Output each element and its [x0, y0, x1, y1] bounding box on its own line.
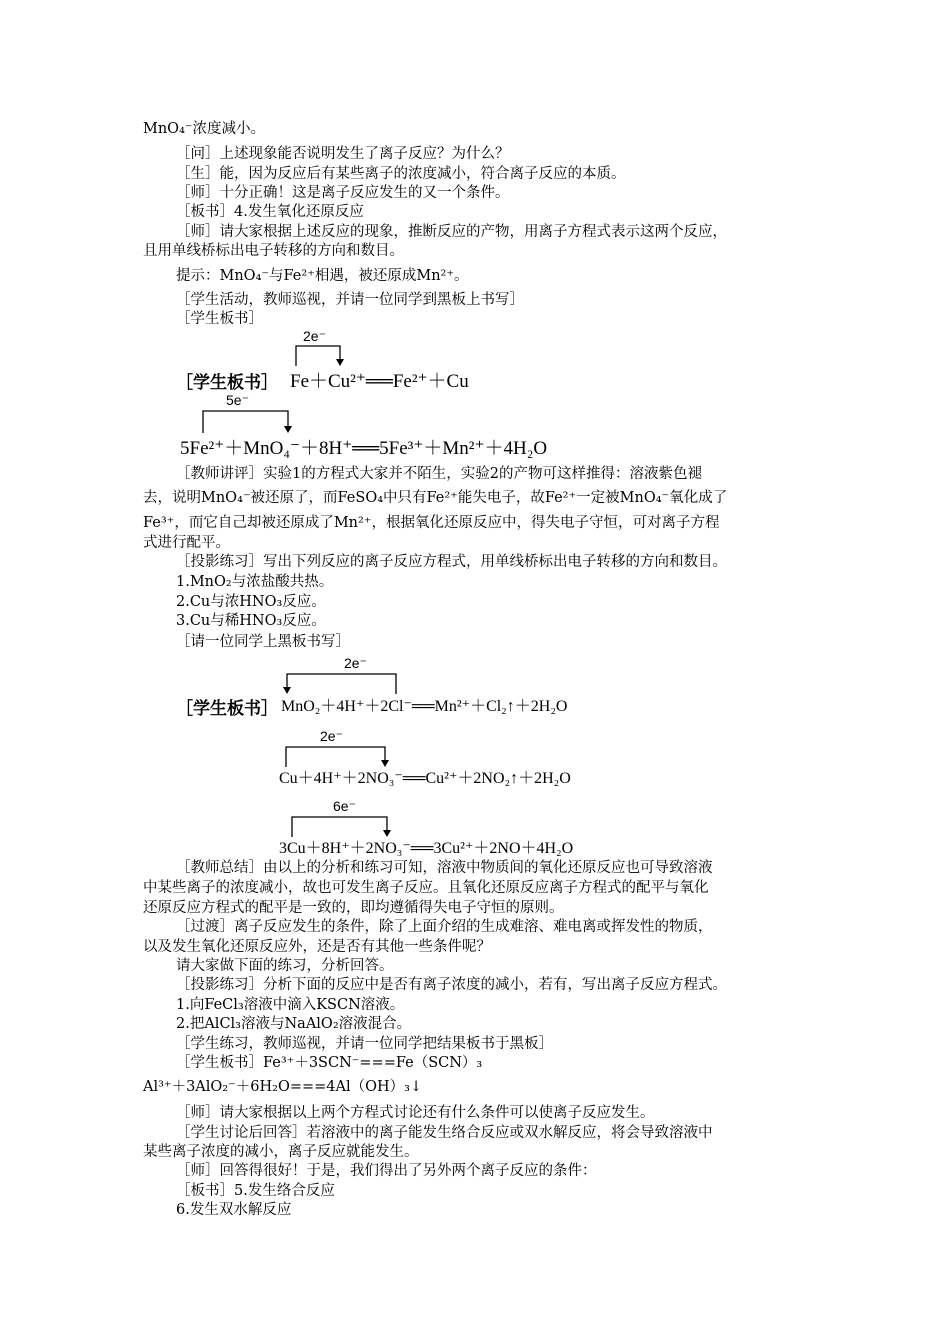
text-line: 中某些离子的浓度减小，故也可发生离子反应。且氧化还原反应离子方程式的配平与氧化 — [143, 880, 709, 896]
board-label: ［学生板书］ — [176, 699, 278, 719]
text-line: ［学生讨论后回答］若溶液中的离子能发生络合反应或双水解反应，将会导致溶液中 — [176, 1125, 713, 1141]
electron-count: 2e⁻ — [320, 728, 343, 744]
text-line: ［学生练习，教师巡视，并请一位同学把结果板书于黑板］ — [176, 1036, 553, 1052]
text-line: 提示：MnO₄⁻与Fe²⁺相遇，被还原成Mn²⁺。 — [176, 268, 469, 284]
text-line: 请大家做下面的练习，分析回答。 — [176, 958, 394, 974]
text-line: 6.发生双水解反应 — [176, 1202, 292, 1218]
text-line: ［师］回答得很好！于是，我们得出了另外两个离子反应的条件： — [176, 1163, 597, 1179]
equation-2: 5Fe²⁺＋MnO₄⁻＋8H⁺══5Fe³⁺＋Mn²⁺＋4H₂O — [180, 438, 548, 459]
equation-3: MnO₂＋4H⁺＋2Cl⁻══Mn²⁺＋Cl₂↑＋2H₂O — [281, 698, 568, 715]
electron-count: 2e⁻ — [303, 328, 326, 344]
text-line: 某些离子浓度的减小，离子反应就能发生。 — [143, 1144, 419, 1160]
text-line: ［请一位同学上黑板书写］ — [176, 634, 350, 650]
transfer-bridge-1 — [295, 345, 355, 367]
text-line: 1.向FeCl₃溶液中滴入KSCN溶液。 — [176, 997, 405, 1013]
text-line: 1.MnO₂与浓盐酸共热。 — [176, 574, 334, 590]
text-line: 且用单线桥标出电子转移的方向和数目。 — [143, 243, 404, 259]
electron-count: 5e⁻ — [226, 392, 249, 408]
text-line: ［学生活动，教师巡视，并请一位同学到黑板上书写］ — [176, 292, 524, 308]
text-line: 以及发生氧化还原反应外，还是否有其他一些条件呢？ — [143, 939, 491, 955]
text-line: ［师］十分正确！这是离子反应发生的又一个条件。 — [176, 185, 510, 201]
text-line: ［师］请大家根据上述反应的现象，推断反应的产物，用离子方程式表示这两个反应， — [176, 224, 727, 240]
text-line: ［投影练习］分析下面的反应中是否有离子浓度的减小，若有，写出离子反应方程式。 — [176, 977, 727, 993]
text-line: ［师］请大家根据以上两个方程式讨论还有什么条件可以使离子反应发生。 — [176, 1105, 655, 1121]
electron-count: 6e⁻ — [333, 798, 356, 814]
transfer-bridge-3 — [286, 673, 416, 695]
text-line: 2.Cu与浓HNO₃反应。 — [176, 594, 326, 610]
text-line: ［问］上述现象能否说明发生了离子反应？为什么？ — [176, 146, 510, 162]
text-line: MnO₄⁻浓度减小。 — [143, 121, 266, 137]
text-line: ［学生板书］Fe³⁺＋3SCN⁻===Fe（SCN）₃ — [176, 1055, 483, 1071]
text-line: Fe³⁺，而它自己却被还原成了Mn²⁺，根据氧化还原反应中，得失电子守恒，可对离子方程 — [143, 515, 720, 531]
equation-4: Cu＋4H⁺＋2NO₃⁻══Cu²⁺＋2NO₂↑＋2H₂O — [279, 770, 571, 787]
text-line: ［过渡］离子反应发生的条件，除了上面介绍的生成难溶、难电离或挥发性的物质， — [176, 919, 713, 935]
text-line: 3.Cu与稀HNO₃反应。 — [176, 613, 326, 629]
text-line: ［教师讲评］实验1的方程式大家并不陌生，实验2的产物可这样推得：溶液紫色褪 — [176, 466, 702, 482]
text-line: 2.把AlCl₃溶液与NaAlO₂溶液混合。 — [176, 1016, 412, 1032]
equation-1: Fe＋Cu²⁺══Fe²⁺＋Cu — [290, 371, 469, 392]
text-line: ［投影练习］写出下列反应的离子反应方程式，用单线桥标出电子转移的方向和数目。 — [176, 554, 727, 570]
text-line: ［学生板书］ — [176, 311, 263, 327]
text-line: ［生］能，因为反应后有某些离子的浓度减小，符合离子反应的本质。 — [176, 166, 626, 182]
equation-5: 3Cu＋8H⁺＋2NO₃⁻══3Cu²⁺＋2NO＋4H₂O — [279, 840, 574, 857]
text-line: Al³⁺＋3AlO₂⁻＋6H₂O===4Al（OH）₃↓ — [143, 1079, 423, 1095]
transfer-bridge-2 — [202, 410, 302, 434]
text-line: ［板书］5.发生络合反应 — [176, 1183, 335, 1199]
electron-count: 2e⁻ — [344, 655, 367, 671]
text-line: 还原反应方程式的配平是一致的，即均遵循得失电子守恒的原则。 — [143, 900, 564, 916]
text-line: 式进行配平。 — [143, 535, 230, 551]
board-label: ［学生板书］ — [176, 373, 278, 393]
text-line: ［板书］4.发生氧化还原反应 — [176, 204, 364, 220]
text-line: 去，说明MnO₄⁻被还原了，而FeSO₄中只有Fe²⁺能失电子，故Fe²⁺一定被MnO₄⁻氧化成了 — [143, 490, 728, 506]
text-line: ［教师总结］由以上的分析和练习可知，溶液中物质间的氧化还原反应也可导致溶液 — [176, 860, 713, 876]
